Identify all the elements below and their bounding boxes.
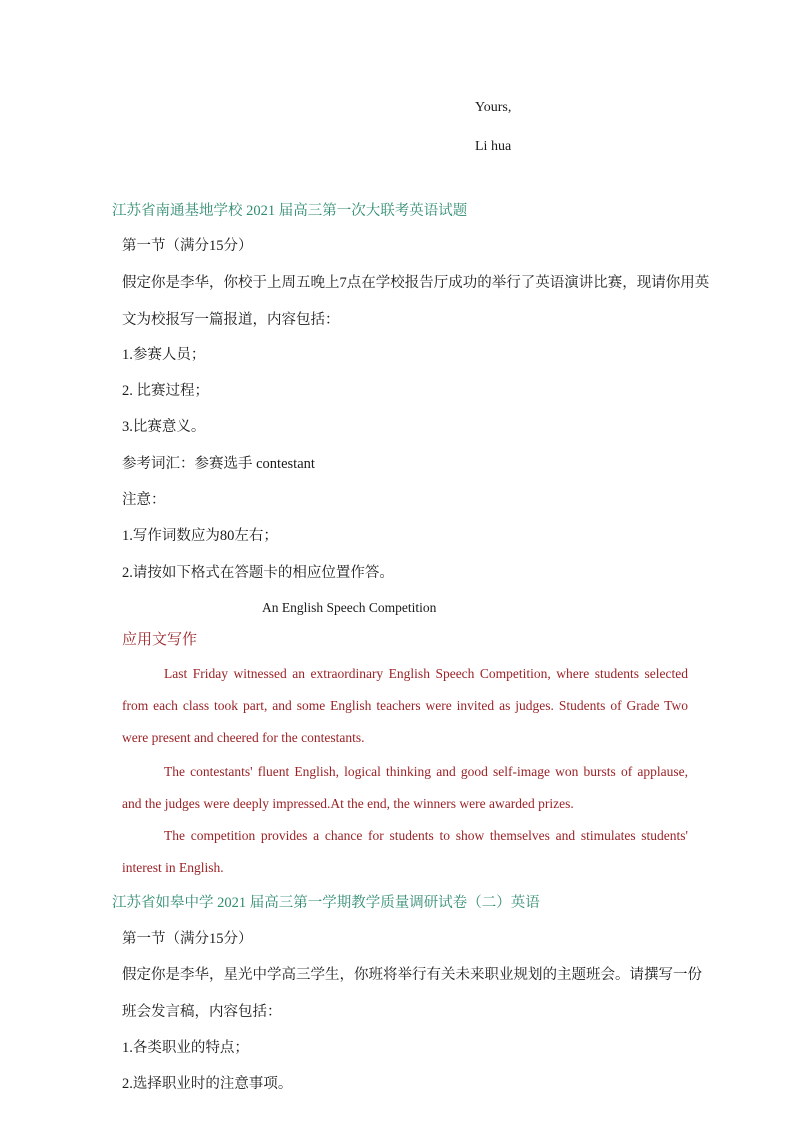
part-title: 第一节（满分15分） (122, 931, 253, 947)
list-item: 3.比赛意义。 (122, 419, 206, 435)
part-title: 第一节（满分15分） (122, 238, 253, 254)
list-item: 1.各类职业的特点； (122, 1040, 249, 1056)
section-heading: 江苏省如皋中学 2021 届高三第一学期教学质量调研试卷（二）英语 (112, 895, 540, 911)
notice-item: 1.写作词数应为80左右； (122, 528, 278, 544)
list-item: 1.参赛人员； (122, 347, 206, 363)
prompt-line: 文为校报写一篇报道，内容包括： (122, 312, 340, 328)
section-heading: 江苏省南通基地学校 2021 届高三第一次大联考英语试题 (112, 203, 468, 219)
answer-paragraph: Last Friday witnessed an extraordinary English Speech Competition, where students selected from each class took part, and some English teachers were invited as judges. Students of Grade Two were present and cheered for the contestants. (122, 666, 688, 745)
list-item: 2.选择职业时的注意事项。 (122, 1076, 293, 1092)
list-item: 2. 比赛过程； (122, 383, 209, 399)
answer-label: 应用文写作 (122, 632, 198, 648)
prompt-line: 假定你是李华，你校于上周五晚上7点在学校报告厅成功的举行了英语演讲比赛，现请你用英 (122, 275, 710, 291)
essay-title: An English Speech Competition (262, 600, 437, 615)
answer-paragraph: The contestants' fluent English, logical thinking and good self-image won bursts of applause, and the judges were deeply impressed.At the end, the winners were awarded prizes. (122, 764, 688, 811)
signer-name: Li hua (475, 139, 512, 154)
closing: Yours, (475, 100, 512, 115)
prompt-line: 假定你是李华，星光中学高三学生，你班将举行有关未来职业规划的主题班会。请撰写一份 (122, 967, 702, 983)
notice-title: 注意： (122, 492, 166, 508)
vocab-hint: 参考词汇：参赛选手 contestant (122, 456, 315, 472)
prompt-line: 班会发言稿，内容包括： (122, 1004, 282, 1020)
answer-paragraph: The competition provides a chance for students to show themselves and stimulates students' interest in English. (122, 828, 688, 875)
notice-item: 2.请按如下格式在答题卡的相应位置作答。 (122, 565, 394, 581)
